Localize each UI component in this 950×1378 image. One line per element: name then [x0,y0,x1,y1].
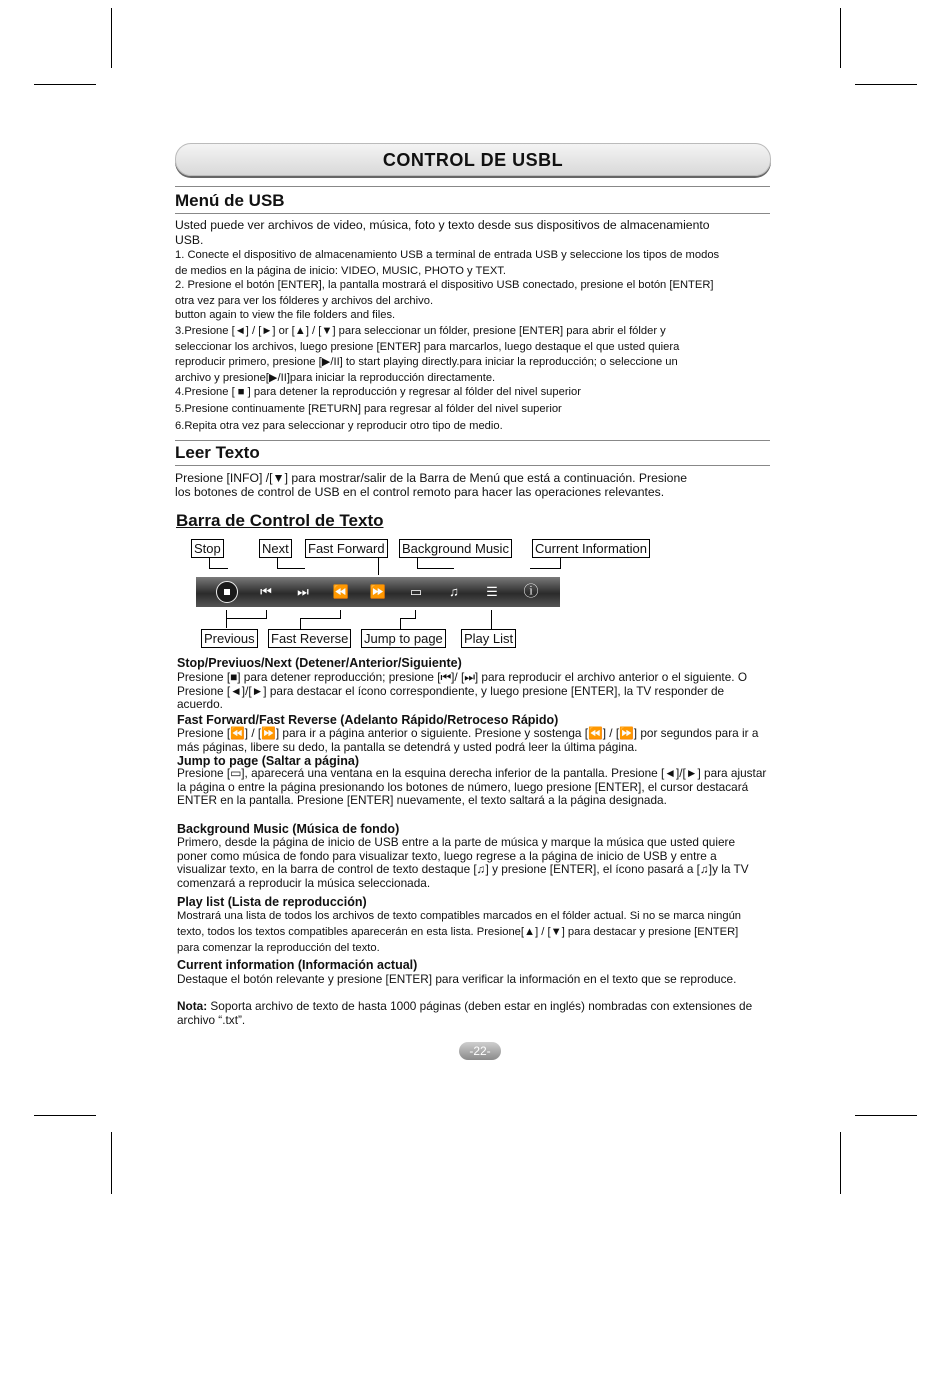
divider [175,465,770,466]
crop-mark [111,8,112,68]
note-label: Nota: [177,999,208,1013]
usb-intro: Usted puede ver archivos de video, música, foto y texto desde sus dispositivos de almacenamiento USB. [175,218,710,247]
subheading-current-information: Current information (Información actual) [177,958,418,972]
subheading-fast-forward-reverse: Fast Forward/Fast Reverse (Adelanto Rápido/Retroceso Rápido) [177,713,559,727]
body-fast-forward-reverse: Presione [⏪] / [⏩] para ir a página anterior o siguiente. Presione y sostenga [⏪] / [⏩] por segundos para ir a más páginas, libere su dedo, la pantalla se detendrá y usted podrá leer la última página. [177,726,759,754]
connector-line [266,610,268,619]
subheading-jump-to-page: Jump to page (Saltar a página) [177,754,359,768]
background-music-icon[interactable]: ♫ [449,584,459,599]
divider [175,213,770,214]
jump-to-page-icon[interactable]: ▭ [409,584,423,599]
usb-step-2b: button again to view the file folders and files. [175,309,396,321]
next-icon[interactable]: ⏭ [297,584,309,599]
usb-step-4: 4.Presione [ ■ ] para detener la reproducción y regresar al fólder del nivel superior [175,386,581,398]
connector-line [277,558,305,569]
section-heading-read-text: Leer Texto [175,443,260,462]
stop-icon[interactable] [216,581,238,603]
crop-mark [855,1115,917,1116]
connector-line [226,618,266,620]
label-current-information: Current Information [532,539,650,558]
connector-line [415,610,417,619]
usb-step-2: 2. Presione el botón [ENTER], la pantalla mostrará el dispositivo USB conectado, presione el botón [ENTER] otra vez para ver los fólderes y archivos del archivo. [175,279,714,307]
usb-step-1: 1. Conecte el dispositivo de almacenamiento USB a terminal de entrada USB y seleccione los tipos de modos de medios en la página de inicio: VIDEO, MUSIC, PHOTO y TEXT. [175,249,720,277]
label-fast-forward: Fast Forward [305,539,388,558]
label-jump-to-page: Jump to page [361,629,446,648]
section-heading-usb-menu: Menú de USB [175,191,285,210]
connector-line [378,558,380,575]
current-information-icon[interactable]: ⓘ [523,583,539,600]
subheading-background-music: Background Music (Música de fondo) [177,822,400,836]
page-header [175,143,771,176]
connector-line [340,610,342,619]
fast-forward-icon[interactable]: ⏩ [369,584,387,599]
crop-mark [34,1115,96,1116]
body-jump-to-page: Presione [▭], aparecerá una ventana en la esquina derecha inferior de la pantalla. Presione [◄]/[►] para ajustar la página o entre la página presionando los botones de número, luego presione [ENTER], el cursor destacará ENTER en la pantalla. Presione [ENTER] nuevamente, el texto saltará a la página designada. [177,766,767,808]
body-background-music: Primero, desde la página de inicio de USB entre a la parte de música y marque la música que usted quiere poner como música de fondo para visualizar texto, luego regrese a la página de inicio de USB y entre a visualizar texto, en la barra de control de texto destaque [♫] y presione [ENTER], el ícono pasará a [♫]y la TV comenzará a reproducir la música seleccionada. [177,835,749,890]
note-body: Soporta archivo de texto de hasta 1000 páginas (deben estar en inglés) nombradas con extensiones de archivo “.txt”. [177,999,753,1027]
label-previous: Previous [201,629,258,648]
label-fast-reverse: Fast Reverse [268,629,351,648]
body-stop-previous-next: Presione [■] para detener reproducción; presione [⏮]/ [⏭] para reproducir el archivo anterior o el siguiente. O Presione [◄]/[►] para destacar el ícono correspondiente, y luego presione [ENTER], la TV responder de acuerdo. [177,670,748,712]
label-stop: Stop [191,539,224,558]
usb-step-5: 5.Presione continuamente [RETURN] para regresar al fólder del nivel superior [175,403,562,415]
note [177,1000,757,1027]
crop-mark [840,8,841,68]
fast-reverse-icon[interactable]: ⏪ [332,584,350,599]
section-heading-control-bar: Barra de Control de Texto [176,511,384,530]
previous-icon[interactable]: ⏮ [260,584,272,599]
crop-mark [855,84,917,85]
crop-mark [840,1132,841,1194]
connector-line [491,618,493,629]
crop-mark [34,84,96,85]
divider [175,186,770,187]
label-play-list: Play List [461,629,516,648]
text-control-toolbar [196,577,560,607]
divider [175,440,770,441]
play-list-icon[interactable]: ☰ [486,584,498,599]
subheading-play-list: Play list (Lista de reproducción) [177,895,367,909]
label-next: Next [259,539,292,558]
page-title: CONTROL DE USBL [382,150,564,170]
body-play-list: Mostrará una lista de todos los archivos de texto compatibles marcados en el fólder actual. Si no se marca ningún texto, todos los textos compatibles aparecerán en esta lista. Presione[▲] / [▼] para destacar y presione [ENTER] para comenzar la reproducción del texto. [177,910,742,954]
page-number: -22- [459,1042,501,1060]
connector-line [417,558,454,569]
connector-line [491,610,493,619]
label-background-music: Background Music [399,539,512,558]
subheading-stop-previous-next: Stop/Previuos/Next (Detener/Anterior/Siguiente) [177,656,462,670]
connector-line [209,558,228,569]
read-text-body: Presione [INFO] /[▼] para mostrar/salir de la Barra de Menú que está a continuación. Presione los botones de control de USB en el control remoto para hacer las operaciones relevantes. [175,471,687,499]
body-current-information: Destaque el botón relevante y presione [ENTER] para verificar la información en el texto que se reproduce. [177,972,737,986]
usb-step-3: 3.Presione [◄] / [►] or [▲] / [▼] para seleccionar un fólder, presione [ENTER] para abrir el fólder y seleccionar los archivos, luego presione [ENTER] para marcarlos, luego destaque el que usted quiera reproducir primero, presione [▶/II] to start playing directly.para iniciar la reproducción; o seleccione un archivo y presione[▶/II]para iniciar la reproducción directamente. [175,325,680,384]
connector-line [530,558,561,569]
crop-mark [111,1132,112,1194]
usb-step-6: 6.Repita otra vez para seleccionar y reproducir otro tipo de medio. [175,420,503,432]
